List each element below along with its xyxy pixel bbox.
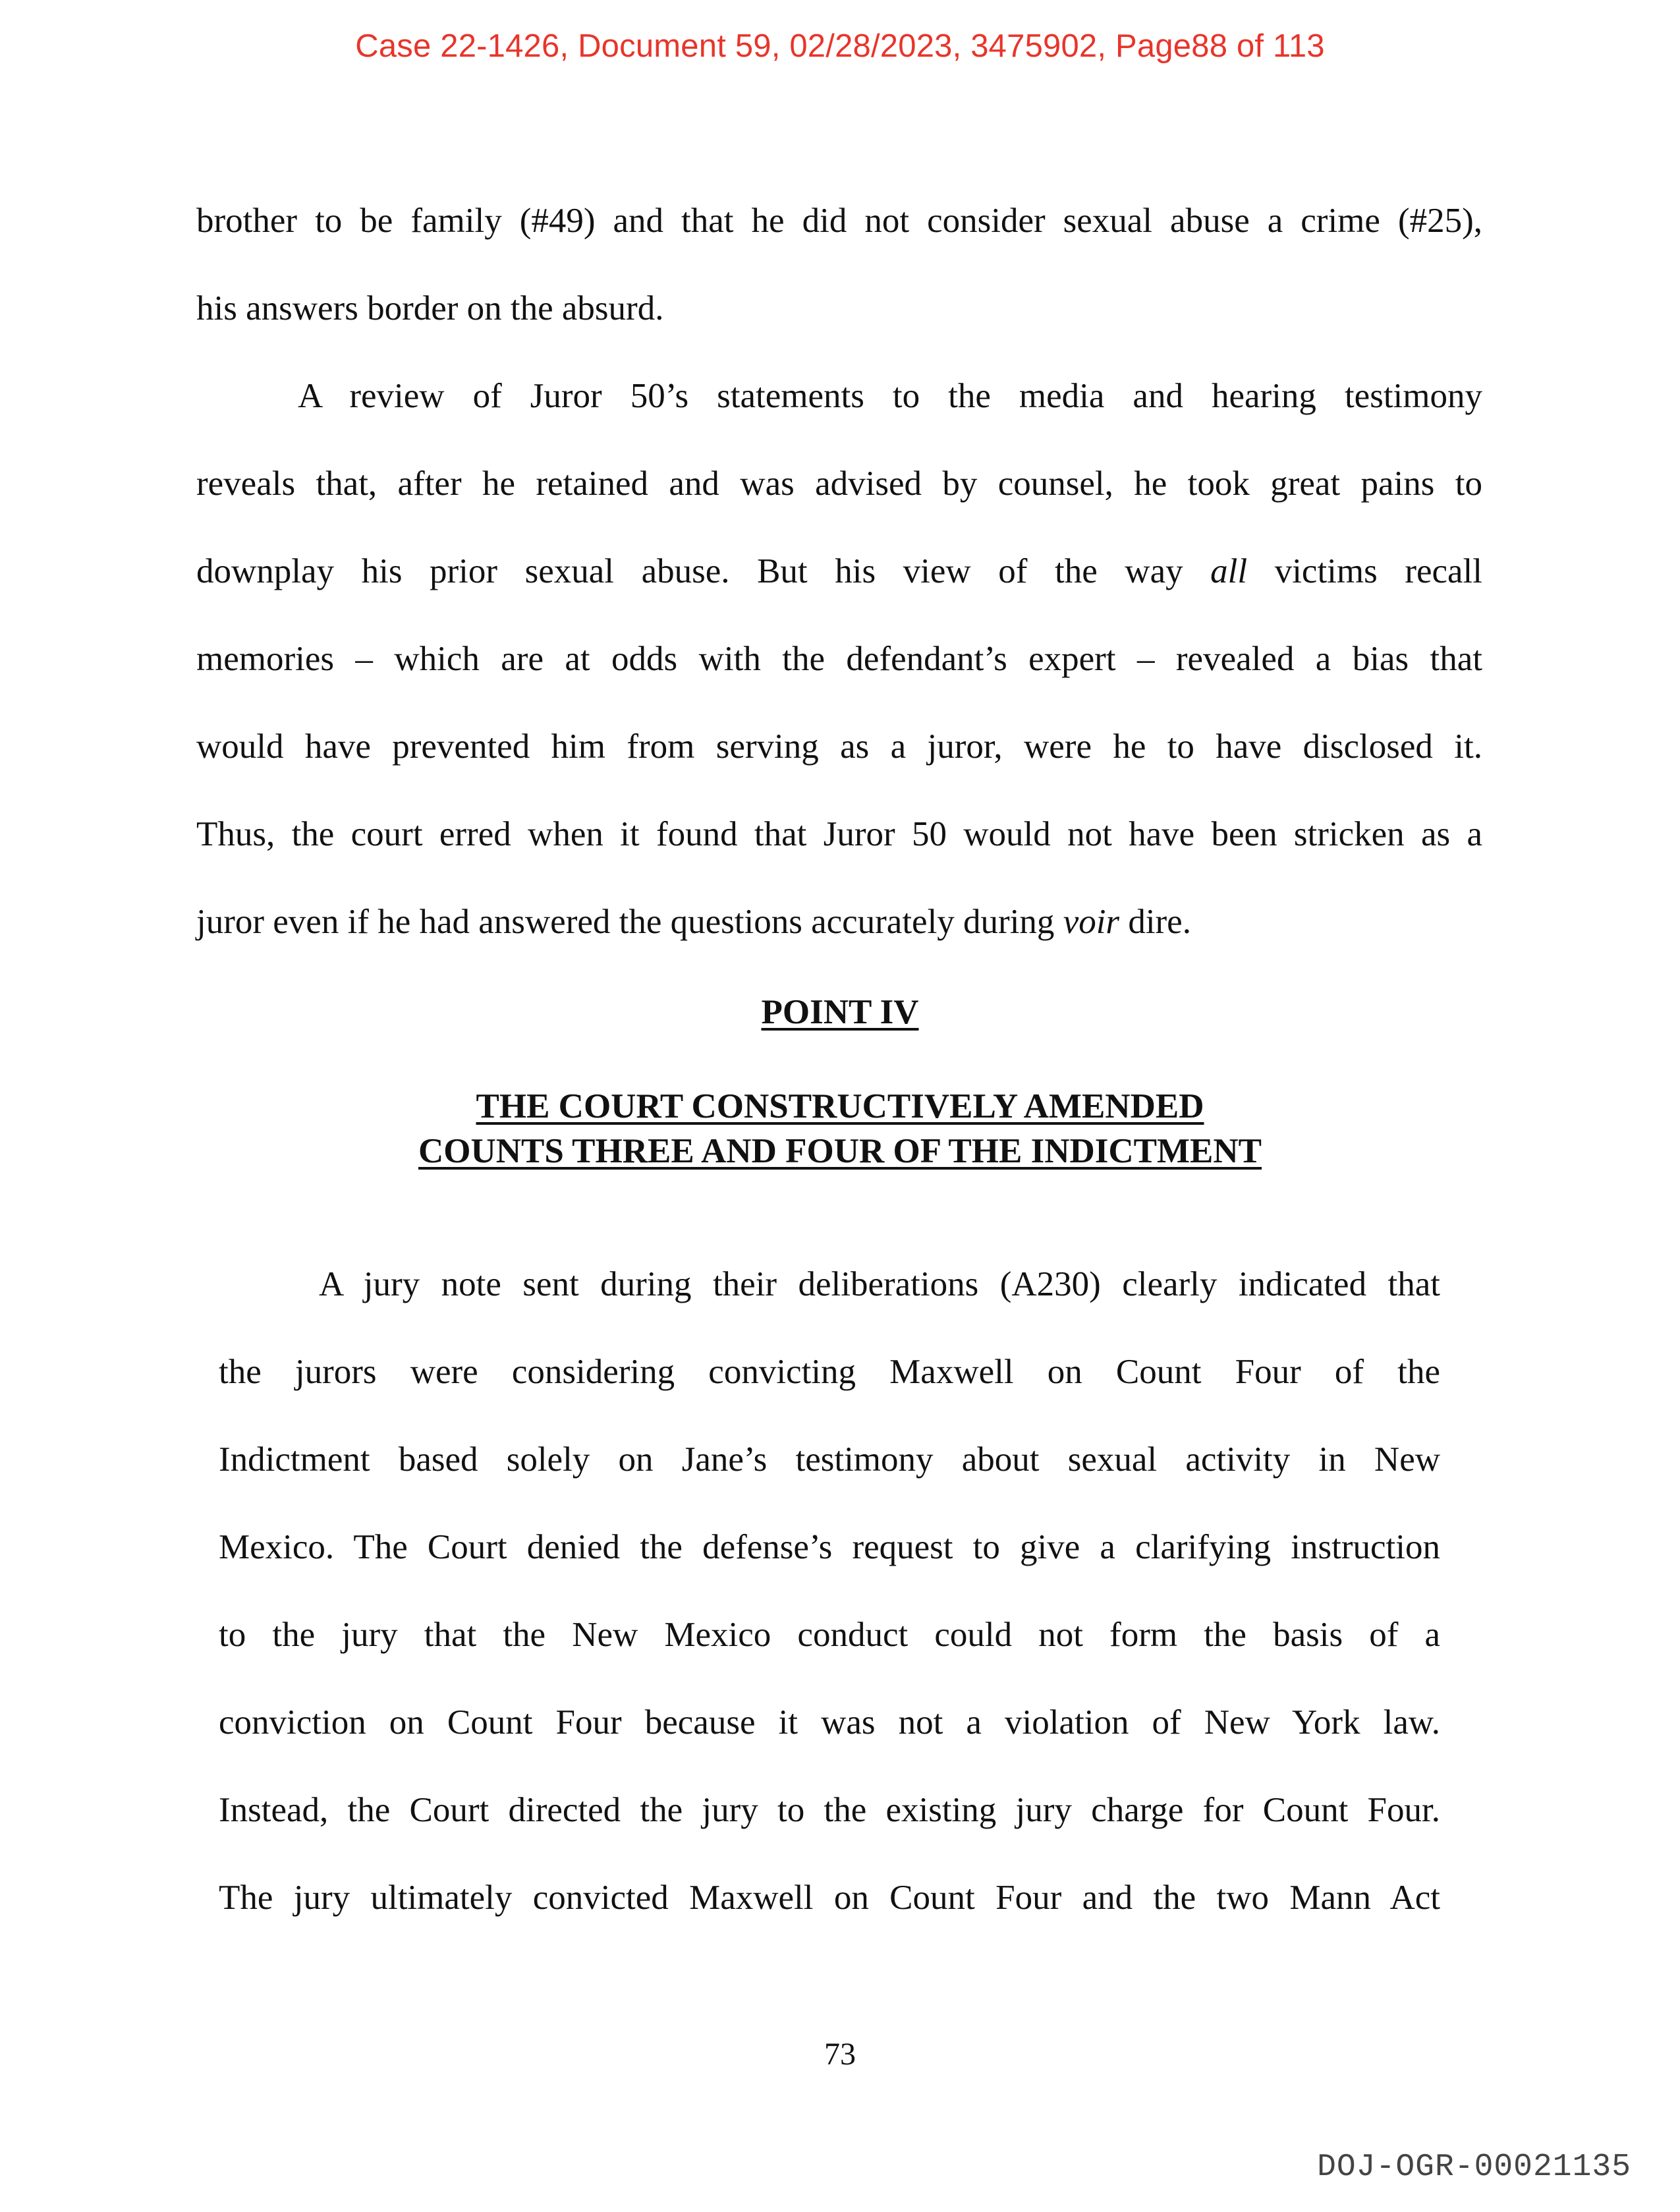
text-segment: juror even if he had answered the questions accurately during xyxy=(196,903,1055,941)
point-heading-line: THE COURT CONSTRUCTIVELY AMENDED xyxy=(476,1087,1204,1125)
body-line: Thus, the court erred when it found that Juror 50 would not have been stricken as a xyxy=(196,815,1482,853)
body-line: memories – which are at odds with the defendant’s expert – revealed a bias that xyxy=(196,640,1482,678)
point-title: POINT IV xyxy=(761,993,919,1031)
body-line: his answers border on the absurd. xyxy=(196,289,664,327)
body-line: to the jury that the New Mexico conduct could not form the basis of a xyxy=(219,1616,1440,1654)
text-segment: victims recall xyxy=(1274,552,1482,590)
body-line: reveals that, after he retained and was advised by counsel, he took great pains to xyxy=(196,465,1482,503)
emphasis-text: voir xyxy=(1063,903,1120,941)
case-header-stamp: Case 22-1426, Document 59, 02/28/2023, 3475902, Page88 of 113 xyxy=(355,28,1325,64)
point-heading-line: COUNTS THREE AND FOUR OF THE INDICTMENT xyxy=(418,1132,1262,1170)
document-id-stamp: DOJ-OGR-00021135 xyxy=(1317,2149,1631,2185)
body-line: Mexico. The Court denied the defense’s request to give a clarifying instruction xyxy=(219,1528,1440,1566)
text-segment: dire. xyxy=(1128,903,1191,941)
body-line: conviction on Count Four because it was not a violation of New York law. xyxy=(219,1703,1440,1742)
body-line xyxy=(196,550,1482,592)
body-line: the jurors were considering convicting Maxwell on Count Four of the xyxy=(219,1353,1440,1391)
emphasis-text: all xyxy=(1210,552,1248,590)
body-line: A jury note sent during their deliberations (A230) clearly indicated that xyxy=(319,1265,1440,1303)
body-line: A review of Juror 50’s statements to the media and hearing testimony xyxy=(298,377,1482,415)
body-line: Indictment based solely on Jane’s testimony about sexual activity in New xyxy=(219,1440,1440,1479)
text-segment: downplay his prior sexual abuse. But his view of the way xyxy=(196,552,1183,590)
body-line xyxy=(196,901,1482,943)
body-line: Instead, the Court directed the jury to the existing jury charge for Count Four. xyxy=(219,1791,1440,1829)
body-line: The jury ultimately convicted Maxwell on Count Four and the two Mann Act xyxy=(219,1879,1440,1917)
body-line: brother to be family (#49) and that he did not consider sexual abuse a crime (#25), xyxy=(196,202,1482,240)
body-line: would have prevented him from serving as a juror, were he to have disclosed it. xyxy=(196,727,1482,766)
page-number: 73 xyxy=(824,2037,856,2072)
